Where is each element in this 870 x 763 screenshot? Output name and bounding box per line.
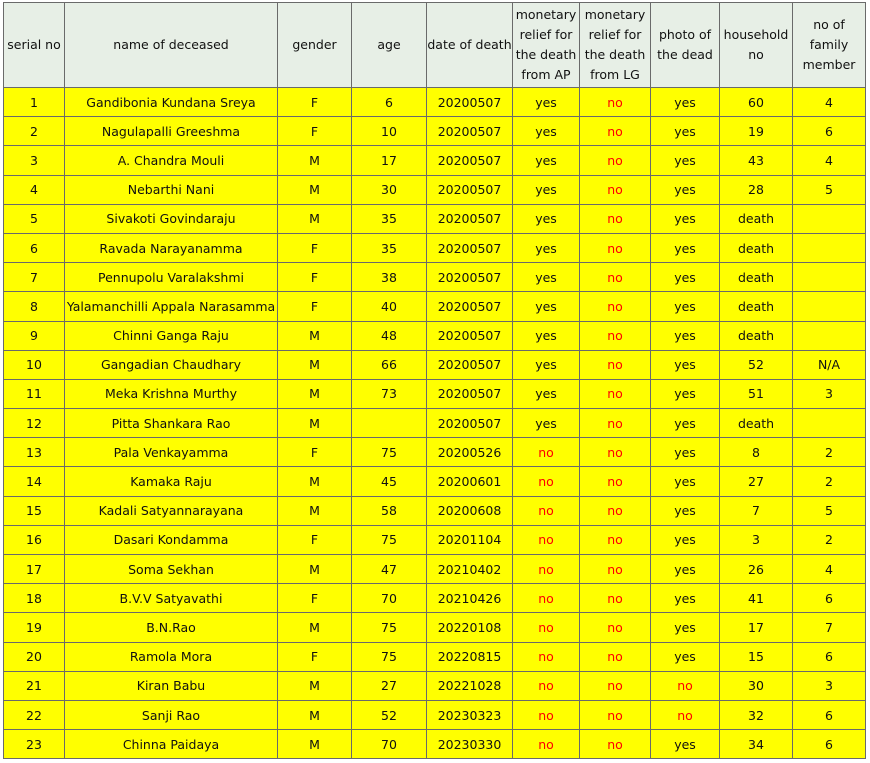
cell-relief-lg[interactable]: no	[580, 555, 651, 584]
cell-family-members[interactable]	[793, 204, 866, 233]
cell-relief-lg[interactable]: no	[580, 700, 651, 729]
cell-date-of-death[interactable]: 20230323	[427, 700, 513, 729]
cell-serial-no[interactable]: 6	[4, 233, 65, 262]
cell-photo[interactable]: yes	[651, 204, 720, 233]
cell-serial-no[interactable]: 18	[4, 584, 65, 613]
cell-date-of-death[interactable]: 20220108	[427, 613, 513, 642]
cell-serial-no[interactable]: 8	[4, 292, 65, 321]
cell-date-of-death[interactable]: 20200507	[427, 204, 513, 233]
cell-serial-no[interactable]: 1	[4, 88, 65, 117]
cell-gender[interactable]: M	[278, 700, 352, 729]
cell-date-of-death[interactable]: 20201104	[427, 525, 513, 554]
cell-name[interactable]: Soma Sekhan	[65, 555, 278, 584]
cell-serial-no[interactable]: 9	[4, 321, 65, 350]
cell-relief-ap[interactable]: no	[513, 671, 580, 700]
cell-photo[interactable]: yes	[651, 584, 720, 613]
cell-family-members[interactable]: 5	[793, 496, 866, 525]
cell-date-of-death[interactable]: 20221028	[427, 671, 513, 700]
cell-date-of-death[interactable]: 20200507	[427, 263, 513, 292]
cell-relief-lg[interactable]: no	[580, 379, 651, 408]
cell-age[interactable]: 70	[352, 730, 427, 759]
header-photo[interactable]: photo of the dead	[651, 3, 720, 88]
cell-family-members[interactable]: 4	[793, 555, 866, 584]
cell-name[interactable]: Kamaka Raju	[65, 467, 278, 496]
cell-relief-ap[interactable]: no	[513, 613, 580, 642]
cell-photo[interactable]: yes	[651, 175, 720, 204]
cell-serial-no[interactable]: 12	[4, 409, 65, 438]
cell-serial-no[interactable]: 13	[4, 438, 65, 467]
cell-relief-ap[interactable]: yes	[513, 292, 580, 321]
cell-family-members[interactable]: 6	[793, 642, 866, 671]
cell-age[interactable]: 75	[352, 525, 427, 554]
cell-gender[interactable]: M	[278, 321, 352, 350]
cell-gender[interactable]: M	[278, 146, 352, 175]
cell-gender[interactable]: F	[278, 584, 352, 613]
cell-age[interactable]: 70	[352, 584, 427, 613]
header-age[interactable]: age	[352, 3, 427, 88]
cell-photo[interactable]: yes	[651, 88, 720, 117]
cell-household-no[interactable]: 60	[720, 88, 793, 117]
cell-relief-ap[interactable]: yes	[513, 379, 580, 408]
cell-relief-lg[interactable]: no	[580, 233, 651, 262]
cell-household-no[interactable]: 17	[720, 613, 793, 642]
cell-household-no[interactable]: 41	[720, 584, 793, 613]
cell-relief-lg[interactable]: no	[580, 525, 651, 554]
cell-serial-no[interactable]: 3	[4, 146, 65, 175]
cell-relief-ap[interactable]: yes	[513, 146, 580, 175]
cell-relief-ap[interactable]: yes	[513, 409, 580, 438]
cell-gender[interactable]: M	[278, 613, 352, 642]
cell-relief-ap[interactable]: no	[513, 700, 580, 729]
cell-family-members[interactable]: 6	[793, 730, 866, 759]
cell-name[interactable]: Yalamanchilli Appala Narasamma	[65, 292, 278, 321]
cell-family-members[interactable]: N/A	[793, 350, 866, 379]
cell-photo[interactable]: yes	[651, 525, 720, 554]
cell-age[interactable]: 40	[352, 292, 427, 321]
cell-household-no[interactable]: 8	[720, 438, 793, 467]
cell-name[interactable]: Chinni Ganga Raju	[65, 321, 278, 350]
cell-relief-ap[interactable]: yes	[513, 350, 580, 379]
cell-household-no[interactable]: 32	[720, 700, 793, 729]
cell-photo[interactable]: yes	[651, 146, 720, 175]
table-row	[4, 525, 866, 554]
cell-family-members[interactable]	[793, 409, 866, 438]
cell-name[interactable]: B.N.Rao	[65, 613, 278, 642]
cell-age[interactable]: 10	[352, 117, 427, 146]
cell-serial-no[interactable]: 20	[4, 642, 65, 671]
cell-household-no[interactable]: 7	[720, 496, 793, 525]
cell-photo[interactable]: yes	[651, 555, 720, 584]
cell-household-no[interactable]: death	[720, 263, 793, 292]
cell-household-no[interactable]: death	[720, 233, 793, 262]
cell-name[interactable]: B.V.V Satyavathi	[65, 584, 278, 613]
cell-relief-lg[interactable]: no	[580, 117, 651, 146]
cell-family-members[interactable]	[793, 292, 866, 321]
header-date-of-death[interactable]: date of death	[427, 3, 513, 88]
table-row	[4, 613, 866, 642]
cell-date-of-death[interactable]: 20200507	[427, 146, 513, 175]
table-row	[4, 730, 866, 759]
cell-photo[interactable]: yes	[651, 263, 720, 292]
table-row	[4, 409, 866, 438]
cell-relief-ap[interactable]: yes	[513, 175, 580, 204]
cell-serial-no[interactable]: 17	[4, 555, 65, 584]
cell-gender[interactable]: F	[278, 233, 352, 262]
cell-relief-ap[interactable]: no	[513, 555, 580, 584]
cell-relief-lg[interactable]: no	[580, 671, 651, 700]
cell-household-no[interactable]: 15	[720, 642, 793, 671]
cell-date-of-death[interactable]: 20200507	[427, 350, 513, 379]
cell-serial-no[interactable]: 19	[4, 613, 65, 642]
table-row	[4, 379, 866, 408]
cell-name[interactable]: Gandibonia Kundana Sreya	[65, 88, 278, 117]
cell-name[interactable]: Ramola Mora	[65, 642, 278, 671]
cell-photo[interactable]: yes	[651, 350, 720, 379]
cell-gender[interactable]: F	[278, 292, 352, 321]
cell-family-members[interactable]: 4	[793, 146, 866, 175]
cell-relief-ap[interactable]: yes	[513, 233, 580, 262]
cell-household-no[interactable]: 27	[720, 467, 793, 496]
cell-family-members[interactable]: 6	[793, 700, 866, 729]
cell-date-of-death[interactable]: 20200507	[427, 321, 513, 350]
cell-relief-lg[interactable]: no	[580, 88, 651, 117]
cell-household-no[interactable]: death	[720, 409, 793, 438]
table-row	[4, 175, 866, 204]
cell-relief-lg[interactable]: no	[580, 263, 651, 292]
cell-relief-lg[interactable]: no	[580, 613, 651, 642]
cell-family-members[interactable]: 2	[793, 467, 866, 496]
cell-relief-lg[interactable]: no	[580, 730, 651, 759]
cell-photo[interactable]: yes	[651, 496, 720, 525]
header-relief-ap[interactable]: monetary relief for the death from AP	[513, 3, 580, 88]
cell-name[interactable]: Ravada Narayanamma	[65, 233, 278, 262]
cell-relief-lg[interactable]: no	[580, 438, 651, 467]
cell-household-no[interactable]: 43	[720, 146, 793, 175]
cell-household-no[interactable]: 52	[720, 350, 793, 379]
cell-family-members[interactable]: 5	[793, 175, 866, 204]
cell-name[interactable]: Meka Krishna Murthy	[65, 379, 278, 408]
cell-name[interactable]: Chinna Paidaya	[65, 730, 278, 759]
cell-age[interactable]: 47	[352, 555, 427, 584]
cell-date-of-death[interactable]: 20200608	[427, 496, 513, 525]
table-row	[4, 117, 866, 146]
cell-relief-lg[interactable]: no	[580, 409, 651, 438]
cell-name[interactable]: Dasari Kondamma	[65, 525, 278, 554]
cell-household-no[interactable]: 3	[720, 525, 793, 554]
table-row	[4, 555, 866, 584]
table-row	[4, 204, 866, 233]
cell-gender[interactable]: F	[278, 88, 352, 117]
header-family-members[interactable]: no of family member	[793, 3, 866, 88]
cell-date-of-death[interactable]: 20200526	[427, 438, 513, 467]
cell-gender[interactable]: F	[278, 117, 352, 146]
cell-photo[interactable]: yes	[651, 467, 720, 496]
cell-relief-ap[interactable]: no	[513, 496, 580, 525]
cell-family-members[interactable]	[793, 233, 866, 262]
header-gender[interactable]: gender	[278, 3, 352, 88]
cell-age[interactable]: 35	[352, 204, 427, 233]
cell-photo[interactable]: yes	[651, 409, 720, 438]
cell-gender[interactable]: F	[278, 642, 352, 671]
cell-name[interactable]: Pala Venkayamma	[65, 438, 278, 467]
cell-age[interactable]: 17	[352, 146, 427, 175]
cell-name[interactable]: Nebarthi Nani	[65, 175, 278, 204]
table-body	[4, 88, 866, 759]
cell-age[interactable]: 58	[352, 496, 427, 525]
cell-gender[interactable]: F	[278, 438, 352, 467]
cell-serial-no[interactable]: 21	[4, 671, 65, 700]
cell-serial-no[interactable]: 23	[4, 730, 65, 759]
cell-age[interactable]: 52	[352, 700, 427, 729]
table-row	[4, 438, 866, 467]
cell-serial-no[interactable]: 10	[4, 350, 65, 379]
cell-serial-no[interactable]: 7	[4, 263, 65, 292]
cell-relief-ap[interactable]: no	[513, 584, 580, 613]
table-row	[4, 350, 866, 379]
cell-photo[interactable]: yes	[651, 117, 720, 146]
table-row	[4, 233, 866, 262]
cell-gender[interactable]: M	[278, 379, 352, 408]
cell-serial-no[interactable]: 11	[4, 379, 65, 408]
table-row	[4, 88, 866, 117]
header-row	[4, 3, 866, 88]
cell-name[interactable]: Sivakoti Govindaraju	[65, 204, 278, 233]
cell-photo[interactable]: yes	[651, 438, 720, 467]
cell-date-of-death[interactable]: 20200507	[427, 379, 513, 408]
cell-photo[interactable]: no	[651, 671, 720, 700]
cell-relief-ap[interactable]: no	[513, 525, 580, 554]
cell-date-of-death[interactable]: 20220815	[427, 642, 513, 671]
cell-date-of-death[interactable]: 20210402	[427, 555, 513, 584]
cell-age[interactable]: 30	[352, 175, 427, 204]
cell-date-of-death[interactable]: 20200507	[427, 233, 513, 262]
cell-photo[interactable]: yes	[651, 613, 720, 642]
cell-age[interactable]	[352, 409, 427, 438]
cell-age[interactable]: 75	[352, 642, 427, 671]
cell-relief-ap[interactable]: yes	[513, 117, 580, 146]
cell-household-no[interactable]: death	[720, 204, 793, 233]
cell-photo[interactable]: yes	[651, 321, 720, 350]
cell-relief-lg[interactable]: no	[580, 350, 651, 379]
cell-serial-no[interactable]: 5	[4, 204, 65, 233]
cell-date-of-death[interactable]: 20230330	[427, 730, 513, 759]
cell-name[interactable]: Nagulapalli Greeshma	[65, 117, 278, 146]
cell-date-of-death[interactable]: 20200507	[427, 117, 513, 146]
cell-household-no[interactable]: death	[720, 321, 793, 350]
cell-age[interactable]: 38	[352, 263, 427, 292]
table-row	[4, 496, 866, 525]
cell-name[interactable]: Sanji Rao	[65, 700, 278, 729]
cell-gender[interactable]: F	[278, 525, 352, 554]
table-row	[4, 642, 866, 671]
cell-photo[interactable]: yes	[651, 379, 720, 408]
cell-relief-lg[interactable]: no	[580, 204, 651, 233]
table-row	[4, 146, 866, 175]
table-row	[4, 292, 866, 321]
cell-family-members[interactable]: 2	[793, 438, 866, 467]
deceased-table	[3, 2, 866, 759]
cell-age[interactable]: 66	[352, 350, 427, 379]
cell-date-of-death[interactable]: 20200507	[427, 409, 513, 438]
table-row	[4, 671, 866, 700]
cell-date-of-death[interactable]: 20210426	[427, 584, 513, 613]
cell-serial-no[interactable]: 4	[4, 175, 65, 204]
cell-gender[interactable]: M	[278, 496, 352, 525]
cell-family-members[interactable]: 6	[793, 117, 866, 146]
cell-relief-lg[interactable]: no	[580, 642, 651, 671]
table-row	[4, 321, 866, 350]
cell-family-members[interactable]	[793, 263, 866, 292]
cell-family-members[interactable]: 4	[793, 88, 866, 117]
cell-date-of-death[interactable]: 20200601	[427, 467, 513, 496]
cell-household-no[interactable]: 26	[720, 555, 793, 584]
cell-gender[interactable]: M	[278, 350, 352, 379]
cell-household-no[interactable]: 28	[720, 175, 793, 204]
cell-relief-ap[interactable]: no	[513, 730, 580, 759]
cell-serial-no[interactable]: 14	[4, 467, 65, 496]
cell-relief-lg[interactable]: no	[580, 496, 651, 525]
cell-serial-no[interactable]: 22	[4, 700, 65, 729]
cell-name[interactable]: A. Chandra Mouli	[65, 146, 278, 175]
header-household-no[interactable]: household no	[720, 3, 793, 88]
cell-gender[interactable]: M	[278, 555, 352, 584]
cell-name[interactable]: Gangadian Chaudhary	[65, 350, 278, 379]
cell-family-members[interactable]: 3	[793, 379, 866, 408]
cell-serial-no[interactable]: 2	[4, 117, 65, 146]
cell-family-members[interactable]: 3	[793, 671, 866, 700]
cell-family-members[interactable]: 6	[793, 584, 866, 613]
cell-household-no[interactable]: 51	[720, 379, 793, 408]
cell-gender[interactable]: M	[278, 671, 352, 700]
table-row	[4, 263, 866, 292]
cell-gender[interactable]: F	[278, 263, 352, 292]
header-serial-no[interactable]: serial no	[4, 3, 65, 88]
cell-age[interactable]: 27	[352, 671, 427, 700]
cell-name[interactable]: Pitta Shankara Rao	[65, 409, 278, 438]
cell-photo[interactable]: yes	[651, 292, 720, 321]
cell-age[interactable]: 75	[352, 613, 427, 642]
cell-photo[interactable]: yes	[651, 233, 720, 262]
header-name-of-deceased[interactable]: name of deceased	[65, 3, 278, 88]
cell-photo[interactable]: yes	[651, 642, 720, 671]
cell-relief-ap[interactable]: no	[513, 642, 580, 671]
cell-relief-ap[interactable]: yes	[513, 204, 580, 233]
cell-date-of-death[interactable]: 20200507	[427, 88, 513, 117]
cell-household-no[interactable]: death	[720, 292, 793, 321]
cell-age[interactable]: 75	[352, 438, 427, 467]
cell-gender[interactable]: M	[278, 204, 352, 233]
cell-family-members[interactable]: 2	[793, 525, 866, 554]
cell-age[interactable]: 48	[352, 321, 427, 350]
cell-gender[interactable]: M	[278, 175, 352, 204]
cell-gender[interactable]: M	[278, 730, 352, 759]
table-row	[4, 700, 866, 729]
header-relief-lg[interactable]: monetary relief for the death from LG	[580, 3, 651, 88]
table-row	[4, 467, 866, 496]
cell-household-no[interactable]: 30	[720, 671, 793, 700]
cell-photo[interactable]: no	[651, 700, 720, 729]
cell-relief-ap[interactable]: no	[513, 438, 580, 467]
cell-serial-no[interactable]: 15	[4, 496, 65, 525]
table-row	[4, 584, 866, 613]
cell-household-no[interactable]: 34	[720, 730, 793, 759]
cell-age[interactable]: 6	[352, 88, 427, 117]
cell-name[interactable]: Pennupolu Varalakshmi	[65, 263, 278, 292]
cell-relief-ap[interactable]: yes	[513, 321, 580, 350]
cell-household-no[interactable]: 19	[720, 117, 793, 146]
cell-relief-lg[interactable]: no	[580, 467, 651, 496]
cell-relief-lg[interactable]: no	[580, 321, 651, 350]
cell-age[interactable]: 45	[352, 467, 427, 496]
cell-name[interactable]: Kiran Babu	[65, 671, 278, 700]
cell-serial-no[interactable]: 16	[4, 525, 65, 554]
cell-date-of-death[interactable]: 20200507	[427, 292, 513, 321]
cell-relief-lg[interactable]: no	[580, 146, 651, 175]
cell-relief-ap[interactable]: yes	[513, 263, 580, 292]
cell-relief-lg[interactable]: no	[580, 292, 651, 321]
cell-age[interactable]: 35	[352, 233, 427, 262]
cell-photo[interactable]: yes	[651, 730, 720, 759]
spreadsheet	[3, 2, 866, 759]
cell-relief-ap[interactable]: yes	[513, 88, 580, 117]
cell-age[interactable]: 73	[352, 379, 427, 408]
cell-name[interactable]: Kadali Satyannarayana	[65, 496, 278, 525]
cell-family-members[interactable]	[793, 321, 866, 350]
cell-date-of-death[interactable]: 20200507	[427, 175, 513, 204]
cell-relief-lg[interactable]: no	[580, 584, 651, 613]
cell-gender[interactable]: M	[278, 409, 352, 438]
cell-relief-lg[interactable]: no	[580, 175, 651, 204]
cell-relief-ap[interactable]: no	[513, 467, 580, 496]
cell-family-members[interactable]: 7	[793, 613, 866, 642]
cell-gender[interactable]: M	[278, 467, 352, 496]
